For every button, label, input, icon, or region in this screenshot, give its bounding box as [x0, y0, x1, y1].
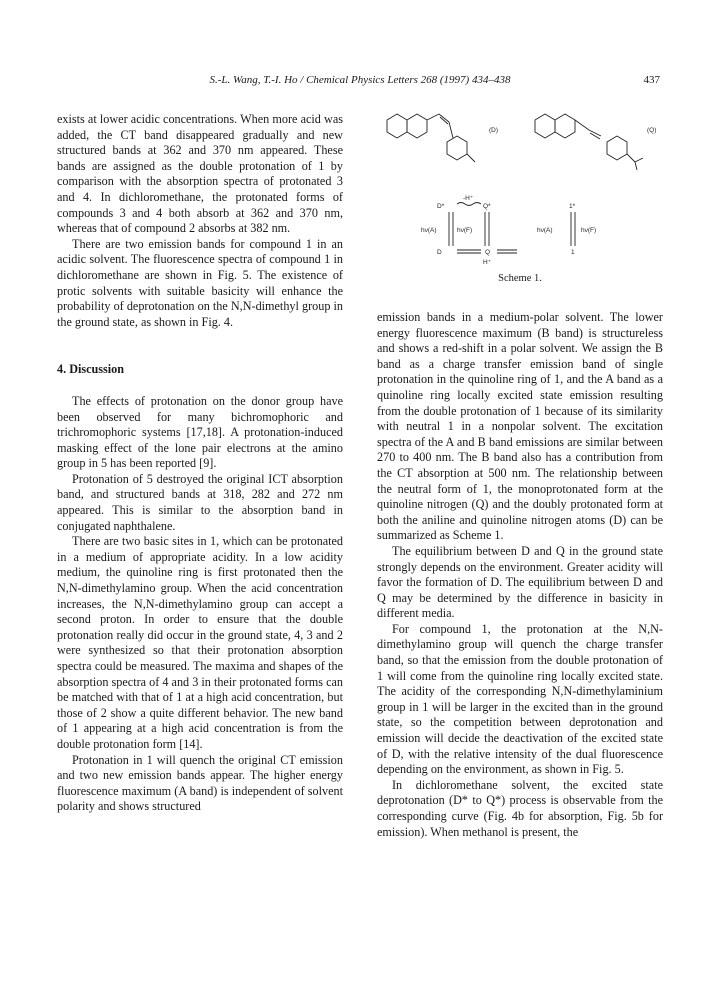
hv-f-label: hν(F) — [457, 227, 473, 234]
h-plus-label: H⁺ — [483, 259, 492, 266]
paragraph: In dichloromethane solvent, the excited state deprotonation (D* to Q*) process is observable from the corresponding curve (Fig. 4b for absorption, Fig. 5b for emission). When methanol is present, the — [377, 777, 663, 839]
scheme-drawing — [377, 100, 663, 270]
paragraph: emission bands in a medium-polar solvent. The lower energy fluorescence maximum (B band) is structureless and shows a red-shift in a polar solvent. We assign the B band as a charge transfer emission band of single protonation in the quinoline ring of 1, and the A band as a quinoline ring locally excited state emission resulting from the double protonation of 1 because of its similarity with neutral 1 in a nonpolar solvent. The excitation spectra of the A and B band emissions are similar between 270 to 400 nm. The B band also has a contribution from the CT absorption at 500 nm. The relationship between the neutral form of 1, the monoprotonated form at the quinoline nitrogen (Q) and the doubly protonated form at both the aniline and quinoline nitrogen atoms (D) can be summarized as Scheme 1. — [377, 310, 663, 543]
paragraph: The equilibrium between D and Q in the ground state strongly depends on the environment. Greater acidity will favor the formation of D. The equilibrium between D and Q may be determined by the difference in basicity in different media. — [377, 543, 663, 621]
hv-f-label-2: hν(F) — [581, 227, 597, 234]
q-label: Q — [485, 249, 491, 256]
section-heading: 4. Discussion — [57, 362, 125, 377]
d-star-label: D* — [437, 203, 445, 210]
hv-a-label: hν(A) — [421, 227, 437, 234]
paragraph: Protonation in 1 will quench the original CT emission and two new emission bands appear. The higher energy fluorescence maximum (A band) is independent of solvent polarity and shows structured — [57, 752, 343, 814]
left-column — [57, 112, 343, 815]
paragraph: There are two emission bands for compound 1 in an acidic solvent. The fluorescence spectra of compound 1 in dichloromethane are shown in Fig. 5. The existence of protic solvents with suitable basicity will enhance the probability of deprotonation on the N,N-dimethyl group in the ground state, as shown in Fig. 4. — [57, 236, 343, 329]
hv-a-label-2: hν(A) — [537, 227, 553, 234]
d-label: D — [437, 249, 442, 256]
paragraph: The effects of protonation on the donor group have been observed for many bichromophoric and trichromophoric systems [17,18]. A protonation-induced masking effect of the lone pair electrons at the amino group in 5 has been reported [9]. — [57, 393, 343, 471]
page-number: 437 — [643, 74, 660, 86]
right-column — [377, 310, 663, 840]
paragraph: Protonation of 5 destroyed the original ICT absorption band, and structured bands at 318, 282 and 272 nm appeared. This is similar to the absorption band in conjugated naphthalene. — [57, 471, 343, 533]
paragraph: exists at lower acidic concentrations. When more acid was added, the CT band disappeared gradually and new structured bands at 362 and 370 nm appeared. These bands are assigned as the double protonation of 1 by comparison with the absorption spectra of protonated 3 and 4. In dichloromethane, the protonated forms of compounds 3 and 4 both absorb at 362 and 370 nm, whereas that of compound 2 absorbs at 382 nm. — [57, 112, 343, 236]
one-label: 1 — [571, 249, 575, 256]
label-d: (D) — [489, 127, 499, 134]
paragraph: There are two basic sites in 1, which can be protonated in a medium of appropriate acidity. In a low acidity medium, the quinoline ring is first protonated then the N,N-dimethylamino group. When the acid concentration increases, the N,N-dimethylamino group can accept a second proton. In order to ensure that the double protonation really did occur in the ground state, 4, 3 and 2 were synthesized so that their protonation absorption spectra could be measured. The maxima and shapes of the absorption spectra of 4 and 3 in their protonated forms can be matched with that of 1 at a high acid concentration, but those of 2 show a quite different behavior. The new band of 1 appearing at a high acid concentration is from the double protonation form [14]. — [57, 534, 343, 751]
deprotonation-label: -H⁺ — [463, 195, 474, 202]
q-star-label: Q* — [483, 203, 491, 210]
paragraph: For compound 1, the protonation at the N,N-dimethylamino group will quench the charge transfer band, so that the emission from the double protonation of 1 will come from the quinoline ring locally excited state. The acidity of the corresponding N,N-dimethylaminium group in 1 will be larger in the excited than in the ground state, so the competition between deprotonation and emission will decide the deactivation of the excited state of D, with the relative intensity of the dual fluorescence depending on the environment, as shown in Fig. 5. — [377, 621, 663, 777]
one-star-label: 1* — [569, 203, 576, 210]
scheme-caption: Scheme 1. — [498, 273, 542, 284]
label-q: (Q) — [647, 127, 657, 134]
running-header — [0, 74, 720, 90]
running-head: S.-L. Wang, T.-I. Ho / Chemical Physics Letters 268 (1997) 434–438 — [209, 74, 511, 86]
scheme-figure — [377, 100, 663, 300]
